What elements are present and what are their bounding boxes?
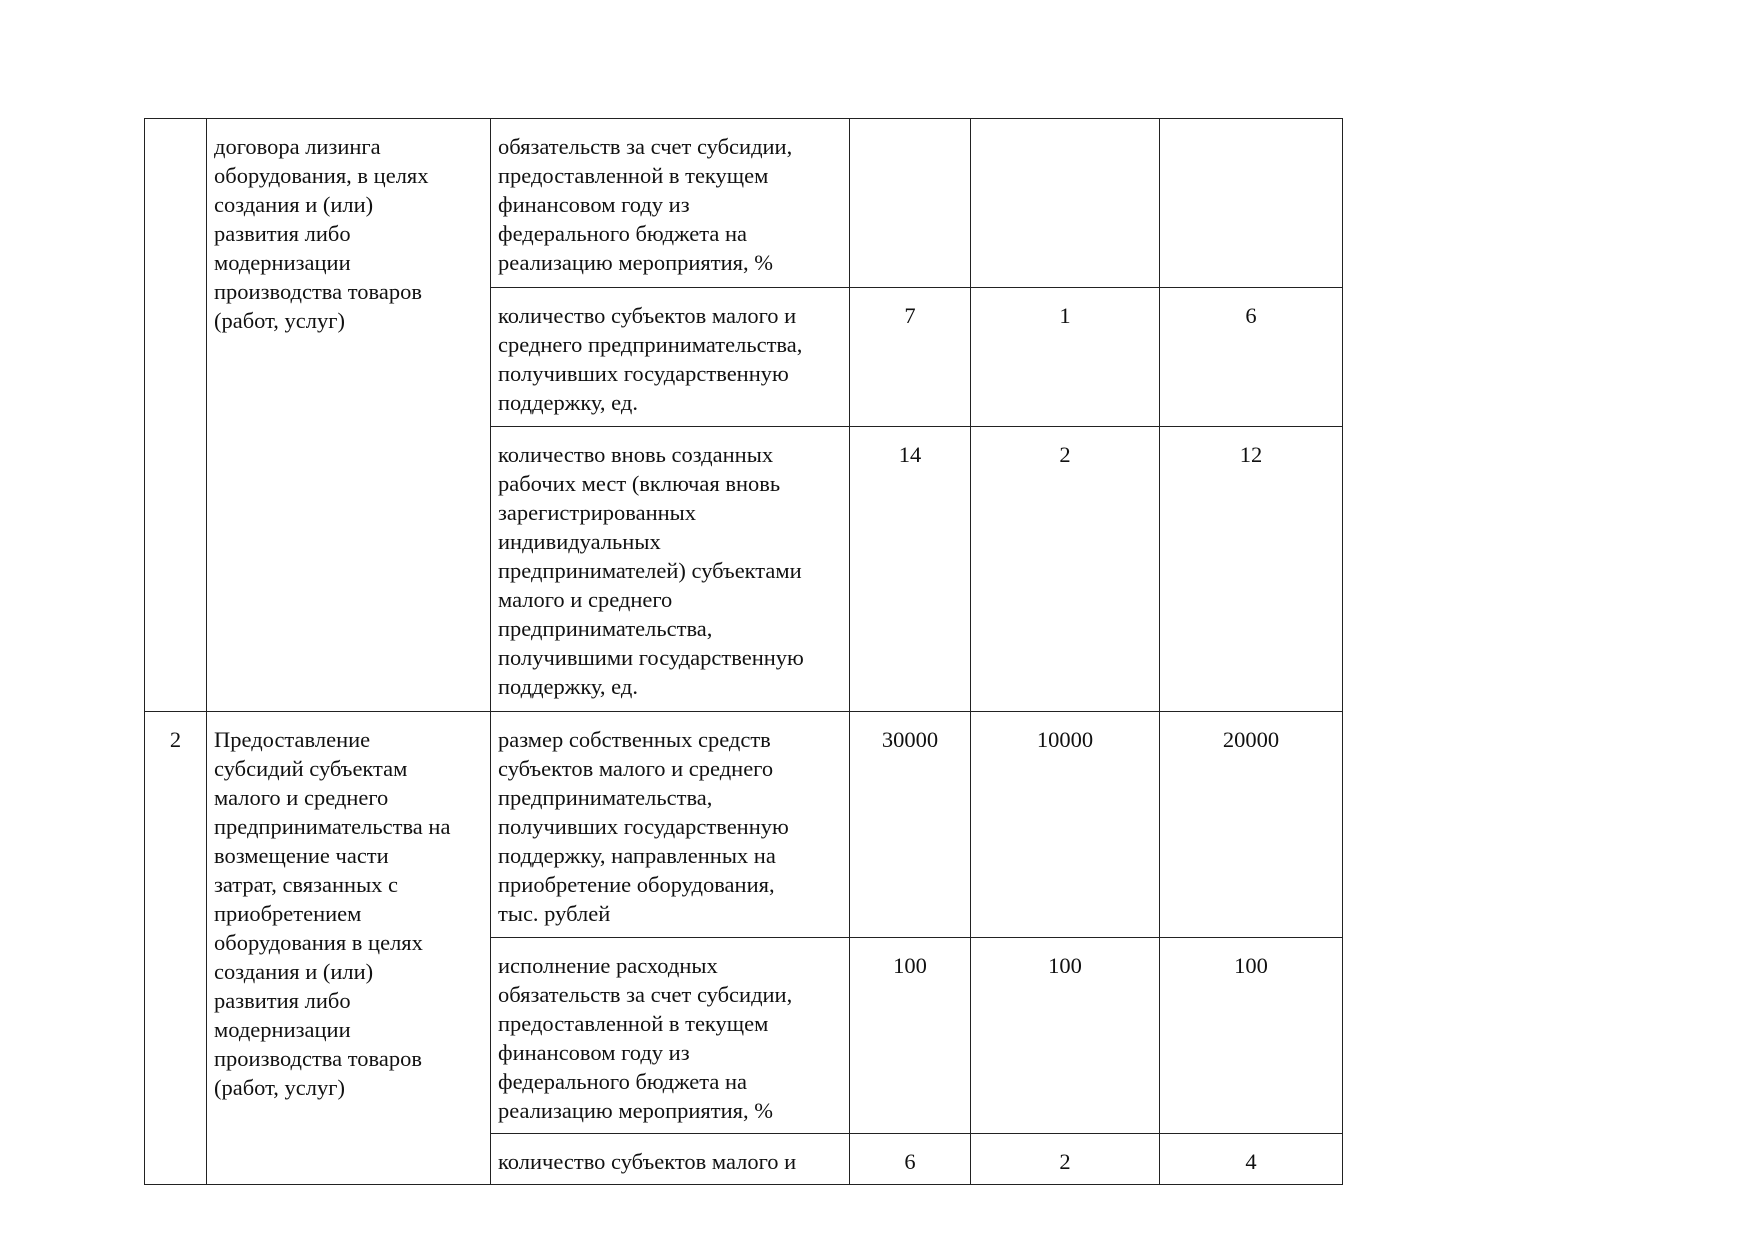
indicator-name-cell: количество вновь созданных рабочих мест (включая вновь зарегистрированных индивидуальных предпринимателей) субъектами малого и среднего предпринимательства, получившими государственную поддержку, ед. xyxy=(491,427,850,712)
indicator-name-cell: количество субъектов малого и среднего предпринимательства, получивших государственную поддержку, ед. xyxy=(491,288,850,427)
row-number-cell xyxy=(145,119,207,712)
indicator-name-cell: количество субъектов малого и xyxy=(491,1134,850,1185)
table-row xyxy=(145,119,1343,288)
event-cell: Предоставление субсидий субъектам малого и среднего предпринимательства на возмещение части затрат, связанных с приобретением оборудования в целях создания и (или) развития либо модернизации производства товаров (работ, услуг) xyxy=(207,712,491,1185)
row-number-cell: 2 xyxy=(145,712,207,1185)
indicator-total-cell xyxy=(850,119,971,288)
indicator-value-cell: 100 xyxy=(971,938,1160,1134)
indicator-total-cell: 6 xyxy=(850,1134,971,1185)
indicator-value-cell: 6 xyxy=(1160,288,1343,427)
indicator-name-cell: размер собственных средств субъектов малого и среднего предпринимательства, получивших государственную поддержку, направленных на приобретение оборудования, тыс. рублей xyxy=(491,712,850,938)
indicator-value-cell: 2 xyxy=(971,427,1160,712)
indicator-value-cell xyxy=(971,119,1160,288)
indicator-total-cell: 30000 xyxy=(850,712,971,938)
indicator-value-cell: 10000 xyxy=(971,712,1160,938)
indicator-value-cell: 1 xyxy=(971,288,1160,427)
indicator-total-cell: 14 xyxy=(850,427,971,712)
indicator-name-cell: исполнение расходных обязательств за счет субсидии, предоставленной в текущем финансовом году из федерального бюджета на реализацию мероприятия, % xyxy=(491,938,850,1134)
indicator-value-cell: 4 xyxy=(1160,1134,1343,1185)
indicator-total-cell: 100 xyxy=(850,938,971,1134)
indicator-name-cell: обязательств за счет субсидии, предоставленной в текущем финансовом году из федерального бюджета на реализацию мероприятия, % xyxy=(491,119,850,288)
indicator-value-cell xyxy=(1160,119,1343,288)
indicator-total-cell: 7 xyxy=(850,288,971,427)
indicator-value-cell: 2 xyxy=(971,1134,1160,1185)
indicators-table xyxy=(144,118,1343,1185)
indicator-value-cell: 100 xyxy=(1160,938,1343,1134)
event-cell: договора лизинга оборудования, в целях создания и (или) развития либо модернизации производства товаров (работ, услуг) xyxy=(207,119,491,712)
indicator-value-cell: 12 xyxy=(1160,427,1343,712)
table-row xyxy=(145,712,1343,938)
indicator-value-cell: 20000 xyxy=(1160,712,1343,938)
